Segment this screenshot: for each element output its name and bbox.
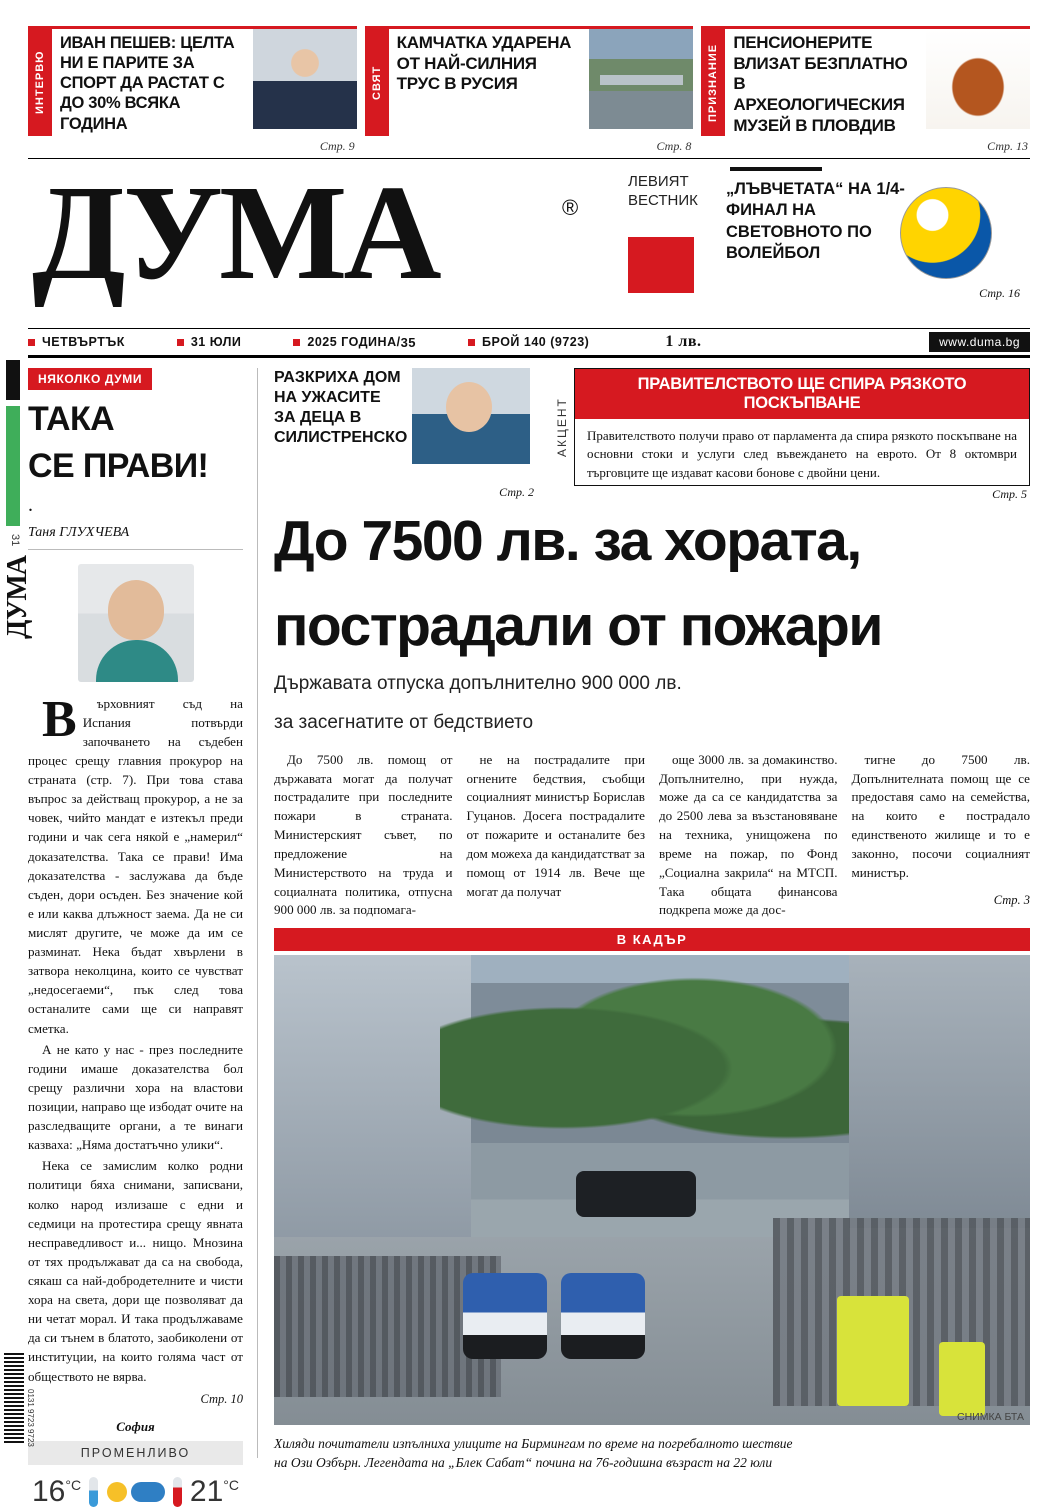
teaser-tag-recognition: ПРИЗНАНИЕ	[701, 29, 725, 136]
thermometer-red-icon	[173, 1477, 182, 1507]
dateline-bar	[28, 328, 1030, 358]
photo-caption	[274, 1435, 1030, 1473]
opinion-dot: .	[28, 493, 33, 516]
opinion-author: Таня ГЛУХЧЕВА	[28, 525, 243, 550]
cloud-icon	[131, 1482, 165, 1502]
dateline-issue-item	[468, 335, 589, 349]
masthead	[28, 158, 1030, 328]
teaser-headline: КАМЧАТКА УДАРЕНА ОТ НАЙ-СИЛНИЯ ТРУС В РУСИЯ	[396, 33, 572, 94]
tagline-line-2: ВЕСТНИК	[628, 191, 698, 209]
main-photo-funeral-procession	[274, 955, 1030, 1425]
logo-red-square	[628, 237, 694, 293]
teaser-image-portrait-man-in-suit	[253, 29, 357, 129]
weather-icons	[107, 1482, 165, 1502]
teaser-tag-world: СВЯТ	[365, 29, 389, 136]
weather-condition: ПРОМЕНЛИВО	[28, 1441, 243, 1465]
photo-credit: СНИМКА БТА	[957, 1411, 1024, 1424]
teaser-page-ref: Стр. 9	[319, 139, 355, 153]
lead-subhead-line-1: Държавата отпуска допълнително 900 000 лв.	[274, 672, 682, 694]
volleyball-page-ref: Стр. 16	[979, 286, 1020, 300]
opinion-paragraph-3: Нека се замислим колко родни политици бяха снимани, записвани, колко народ излизаше с едни и седмици на протестира срещу явната несправедливост и... нищо. Мнозина от тях продължават да са на свобода, сякаш са най-добродетелните и чисти хора на света, дори ще позволяват да ни четат морал. И така продължаваме да си тънем в блатото, заобиколени от институции, на които голяма част от обществото не вярва.	[28, 1158, 243, 1384]
opinion-column	[28, 368, 258, 1508]
lead-column-2: не на пострадалите при огнените бедствия, съобщи социалният министър Борислав Гуцанов. Досега пострадалите от пожарите и останалите без дом можеха да кандидатстват за помощ от 1914 лв. Вече ще могат да получат	[466, 751, 645, 899]
accent-tag: АКЦЕНТ	[555, 397, 569, 457]
teaser-tag-interview: ИНТЕРВЮ	[28, 29, 52, 136]
opinion-paragraph-1: ърховният съд на Испания потвърди започването на съдебен процес срещу главния прокурор на страната (стр. 7). При това става въпрос за действащ прокурор, а не за човек, чийто мандат е изтекъл преди години и чак сега някой е „намерил“ доказателства. Така се прави! Има доказателства - заслужава да бъде съден, дори осъден. Без значение кой е или каква длъжност заема. Да не си мислят другите, че може да им се разминат. Нека бъдат хвърлени в затвора неколцина, които се чувстват „недосегаеми“, пък след това останалите сами ще си направят сметка.	[28, 695, 243, 1036]
lead-subhead-line-2: за засегнатите от бедствието	[274, 711, 534, 733]
lead-page-ref: Стр. 3	[993, 892, 1030, 907]
accent-page-ref: Стр. 5	[992, 487, 1027, 501]
caption-line-1: Хиляди почитатели изпълниха улиците на Бирмингам по време на погребалното шествие	[274, 1436, 793, 1452]
bullet-square-icon	[177, 339, 184, 346]
teaser-image-antique-vase	[926, 29, 1030, 129]
caption-line-2: на Ози Озбърн. Легендата на „Блек Сабат“ почина на 76-годишна възраст на 22 юли	[274, 1455, 773, 1471]
barcode	[4, 1353, 24, 1445]
lead-headline-line-1: До 7500 лв. за хората,	[274, 509, 861, 573]
silistra-headline: РАЗКРИХА ДОМ НА УЖАСИТЕ ЗА ДЕЦА В СИЛИСТРЕНСКО	[274, 369, 408, 446]
teaser-world[interactable]	[365, 26, 694, 153]
dateline-issue: БРОЙ 140 (9723)	[482, 335, 590, 349]
tagline-line-1: ЛЕВИЯТ	[628, 173, 689, 190]
opinion-title-line-1: ТАКА	[28, 400, 115, 438]
silistra-photo	[412, 368, 530, 464]
opinion-page-ref: Стр. 10	[200, 1391, 243, 1406]
volleyball-headline: „ЛЪВЧЕТАТА“ НА 1/4-ФИНАЛ НА СВЕТОВНОТО ПО ВОЛЕЙБОЛ	[726, 180, 905, 263]
opinion-paragraph	[28, 690, 243, 1038]
weather-temps-row	[28, 1475, 243, 1509]
top-teaser-strip	[28, 0, 1030, 153]
dateline-date-item	[177, 335, 242, 349]
dateline-date: 31 ЮЛИ	[190, 335, 242, 349]
lead-column-1: До 7500 лв. помощ от държавата могат да получат пострадалите при последните пожари в страната. Министерският съвет, по предложение на Министерството на труда и социалната политика, отпусна 900 000 лв. за подпомага-	[274, 751, 453, 918]
opinion-body	[28, 690, 243, 1386]
volleyball-icon	[900, 187, 992, 279]
accent-body: Правителството получи право от парламента да спира рязкото поскъпване на основни стоки и услуги след въвеждането на еврото. От 8 октомври търговците ще издават касови бонове с двойни цени.	[587, 428, 1017, 480]
bullet-square-icon	[293, 339, 300, 346]
website-url[interactable]: www.duma.bg	[929, 332, 1030, 352]
story-silistra[interactable]	[274, 368, 536, 499]
teaser-page-ref: Стр. 8	[656, 139, 692, 153]
silistra-page-ref: Стр. 2	[499, 485, 534, 499]
registered-trademark-icon: ®	[562, 195, 579, 220]
teaser-interview[interactable]	[28, 26, 357, 153]
barcode-text: 0131 9723 9723	[26, 1389, 35, 1447]
lead-column-4: тигне до 7500 лв. Допълнителната помощ ще се предоставя само на семейства, на които е пострадало единственото жилище и то е законно, посочи социалният министър. Стр. 3	[851, 751, 1030, 907]
lead-column-3: още 3000 лв. за домакинство. Допълнително, при нужда, може да са се кандидатства за до 2500 лева за възстановяване на техника, унищожена по време на пожар, по Фонд „Социална закрила“ на МТСП. Така общата финансова подкрепа може да дос-	[659, 751, 838, 918]
bullet-square-icon	[468, 339, 475, 346]
dateline-weekday: ЧЕТВЪРТЪК	[42, 335, 125, 349]
lead-headline-line-2: пострадали от пожари	[274, 594, 882, 659]
dateline-price: 1 лв.	[665, 333, 702, 350]
sun-icon	[107, 1482, 127, 1502]
newspaper-logo: ДУМА	[32, 158, 438, 308]
opinion-title-line-2: СЕ ПРАВИ!	[28, 447, 209, 486]
photo-section-bar: В КАДЪР	[274, 928, 1030, 951]
teaser-page-ref: Стр. 13	[987, 139, 1029, 153]
weather-widget	[28, 1419, 243, 1509]
weather-high-temp: $21^{^\circ C}$	[189, 1474, 239, 1508]
opinion-dropcap: В	[42, 690, 77, 748]
spine-black-block	[6, 360, 20, 400]
opinion-paragraph-2: А не като у нас - през последните години имаше доказателства бол срещу различни хора на властови позиции, направо ще избодат очите на разследващите органи, а те винаги казваха: „Няма достатъчно улики“.	[28, 1041, 243, 1153]
dateline-year-item	[293, 335, 416, 350]
spine-green-block	[6, 406, 20, 526]
teaser-headline: ИВАН ПЕШЕВ: ЦЕЛТА НИ Е ПАРИТЕ ЗА СПОРТ ДА РАСТАТ С ДО 30% ВСЯКА ГОДИНА	[60, 34, 235, 133]
dateline-weekday-item	[28, 335, 125, 349]
secondary-stories-row	[274, 368, 1030, 501]
teaser-recognition[interactable]	[701, 26, 1030, 153]
opinion-kicker-tag: НЯКОЛКО ДУМИ	[28, 368, 152, 390]
page-content	[28, 368, 1030, 1508]
author-portrait-photo	[78, 564, 194, 682]
spine-logo: ДУМА	[2, 556, 33, 640]
teaser-headline: ПЕНСИОНЕРИТЕ ВЛИЗАТ БЕЗПЛАТНО В АРХЕОЛОГИЧЕСКИЯ МУЗЕЙ В ПЛОВДИВ	[733, 33, 908, 135]
lead-article-columns	[274, 751, 1030, 921]
teaser-image-aerial-coast	[589, 29, 693, 129]
masthead-tagline	[628, 173, 698, 211]
main-column	[258, 368, 1030, 1471]
weather-city: София	[116, 1418, 155, 1434]
volleyball-promo[interactable]	[726, 167, 1026, 299]
weather-low-temp: $16^{^\circ C}$	[32, 1474, 82, 1508]
accent-block[interactable]	[550, 368, 1030, 501]
spine-issue-number: 31	[9, 534, 21, 547]
accent-headline: ПРАВИТЕЛСТВОТО ЩЕ СПИРА РЯЗКОТО ПОСКЪПВАНЕ	[575, 369, 1029, 419]
divider-rule	[730, 167, 822, 171]
dateline-year: 2025 ГОДИНА/	[307, 335, 401, 349]
page-spine	[0, 360, 33, 640]
bullet-square-icon	[28, 339, 35, 346]
dateline-year-suffix: 35	[400, 334, 417, 350]
thermometer-blue-icon	[89, 1477, 98, 1507]
